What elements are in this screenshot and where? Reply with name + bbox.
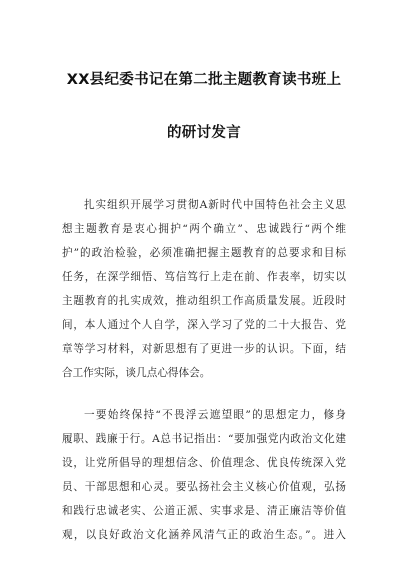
paragraph-2-line-4: 员、干部思想和心灵。要弘扬社会主义核心价值观，弘扬 xyxy=(62,481,346,493)
paragraph-1-line-6: 间，本人通过个人自学，深入学习了党的二十大报告、党 xyxy=(62,319,346,331)
document-title-line-1: XX县纪委书记在第二批主题教育读书班上 xyxy=(66,72,342,88)
paragraph-2-line-3: 设，让党所倡导的理想信念、价值理念、优良传统深入党 xyxy=(62,457,346,469)
paragraph-1-line-5: 主题教育的扎实成效，推动组织工作高质量发展。近段时 xyxy=(62,295,346,307)
document-title-line-2: 的研讨发言 xyxy=(167,125,241,141)
paragraph-1-line-3: 护”的政治检验，必须准确把握主题教育的总要求和目标 xyxy=(62,247,346,259)
paragraph-1-line-2: 想主题教育是衷心拥护“两个确立”、忠诚践行“两个维 xyxy=(62,223,346,235)
paragraph-1-line-7: 章等学习材料，对新思想有了更进一步的认识。下面，结 xyxy=(62,343,346,355)
paragraph-2-line-5: 和践行忠诚老实、公道正派、实事求是、清正廉洁等价值 xyxy=(62,505,346,517)
paragraph-2-line-2: 履职、践廉于行。A总书记指出：“要加强党内政治文化建 xyxy=(62,433,346,445)
paragraph-2-line-6: 观，以良好政治文化涵养风清气正的政治生态。”。进入 xyxy=(62,529,346,541)
paragraph-1-line-8: 合工作实际，谈几点心得体会。 xyxy=(62,367,211,379)
paragraph-1-line-4: 任务，在深学细悟、笃信笃行上走在前、作表率，切实以 xyxy=(62,271,346,283)
paragraph-2-line-1: 一要始终保持“不畏浮云遮望眼”的思想定力，修身 xyxy=(84,409,346,421)
paragraph-1-line-1: 扎实组织开展学习贯彻A新时代中国特色社会主义思 xyxy=(84,199,346,211)
